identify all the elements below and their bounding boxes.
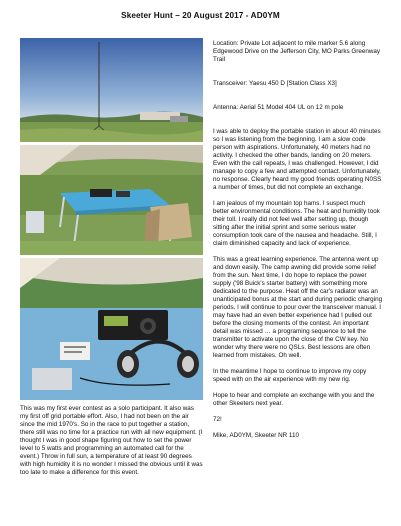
- location-line: Location: Private Lot adjacent to mile marker 5.6 along Edgewood Drive on the Jefferson City, MO Parks Greenway Trail: [213, 40, 381, 63]
- paragraph-next-year: Hope to hear and complete an exchange with you and the other Skeeters next year.: [213, 392, 375, 407]
- page-title: Skeeter Hunt – 20 August 2017 - AD0YM: [121, 11, 280, 20]
- paragraph-meantime: In the meantime I hope to continue to improve my copy speed with on the air experience with my new rig.: [213, 368, 367, 383]
- paragraph-operating: I was able to deploy the portable station in about 40 minutes so I was listening from the beginning. I am a slow code person with aspirations. Unfortunately, 40 meters had no activity. I checked the other bands, landing on 20 meters. Even with the call repeats, I was challenged. However, I did manage to copy a few and attempted contact. Unfortunately, no response. Clearly heard my good friends operating N0SS a number of times, but did not complete an exchange.: [213, 128, 382, 191]
- antenna-line: Antenna: Aerial 51 Model 404 UL on 12 m pole: [213, 104, 344, 111]
- transceiver-headphones-photo: [20, 258, 203, 400]
- antenna-field-image: [20, 38, 203, 142]
- transceiver-line: Transceiver: Yaesu 450 D [Station Class X3]: [213, 80, 337, 87]
- right-column-text: [213, 40, 383, 448]
- intro-paragraph: This was my first ever contest as a solo participant. It also was my first off grid portable effort. Also, I had not been on the air since the mid 1970's. So in the race to put together a station, there still was no time for a practice run with all new equipment. (I thought I was in good shape figuring out how to set the power level to 5 watts and programming an automated call for the event.) Throw in full sun, a temperature of at least 90 degrees with high humidity it is no wonder I missed the obvious until it was too late to make a difference for this event.: [20, 405, 203, 476]
- signature: Mike, AD0YM, Skeeter NR 110: [213, 432, 299, 439]
- paragraph-conditions: I am jealous of my mountain top hams. I suspect much better environmental conditions. The heat and humidity took their toll. I really did not feel well after setting up, though sitting after the initial sprint and some serious water consumption took care of the nausea and headache. Still, I claim diminished capacity and lack of experience.: [213, 200, 380, 247]
- portable-station-table-image: [20, 145, 203, 255]
- paragraph-lessons: This was a great learning experience. The antenna went up and down easily. The camp awning did provide some relief from the sun. Next time, I do hope to replace the power supply ('98 Buick's starter battery) with something more dedicated to the purpose. Heat off the car's radiator was an unanticipated bonus at the start and during periodic charging periods. I will continue to pour over the transceiver manual. I may have had an even better experience had I pulled out before the closing moments of the contest. An important detail was missed … a programing sequence to tell the transmitter to activate upon the close of the CW key. No wonder why there were no QSLs. Best lessons are often learned from mistakes. Oh well.: [213, 256, 383, 359]
- antenna-field-photo: [20, 38, 203, 142]
- portable-station-table-photo: [20, 145, 203, 255]
- left-column-text: [20, 405, 204, 485]
- closing-72: 72!: [213, 416, 222, 423]
- transceiver-headphones-image: [20, 258, 203, 400]
